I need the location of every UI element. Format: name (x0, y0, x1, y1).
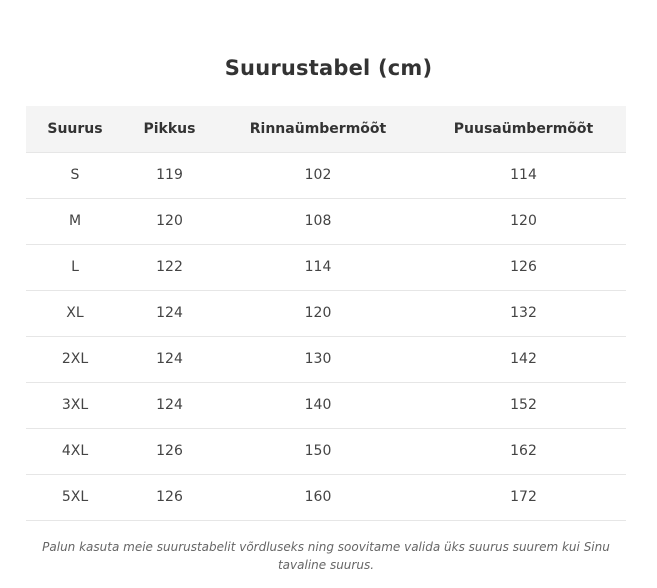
table-row (26, 336, 626, 382)
cell-hip: 132 (421, 290, 626, 336)
size-advice-note: Palun kasuta meie suurustabelit võrdluseks ning soovitame valida üks suurus suurem kui Sinu tavaline suurus. (42, 540, 610, 572)
cell-hip: 142 (421, 336, 626, 382)
cell-length: 124 (124, 336, 215, 382)
cell-chest: 140 (215, 382, 421, 428)
table-row (26, 198, 626, 244)
cell-chest: 114 (215, 244, 421, 290)
cell-chest: 102 (215, 152, 421, 198)
cell-chest: 160 (215, 474, 421, 520)
cell-length: 122 (124, 244, 215, 290)
header-hip: Puusaümbermõõt (421, 106, 626, 152)
cell-chest: 120 (215, 290, 421, 336)
header-row (26, 106, 626, 152)
cell-size: 2XL (26, 336, 124, 382)
table-header (26, 106, 626, 152)
cell-length: 124 (124, 382, 215, 428)
table-body (26, 152, 626, 520)
cell-length: 119 (124, 152, 215, 198)
cell-chest: 108 (215, 198, 421, 244)
cell-hip: 162 (421, 428, 626, 474)
cell-size: 4XL (26, 428, 124, 474)
table-row (26, 290, 626, 336)
cell-hip: 152 (421, 382, 626, 428)
table-row (26, 152, 626, 198)
header-length: Pikkus (124, 106, 215, 152)
header-chest: Rinnaümbermõõt (215, 106, 421, 152)
cell-length: 126 (124, 474, 215, 520)
cell-hip: 120 (421, 198, 626, 244)
cell-size: 3XL (26, 382, 124, 428)
table-row (26, 474, 626, 520)
cell-size: M (26, 198, 124, 244)
cell-size: S (26, 152, 124, 198)
cell-length: 126 (124, 428, 215, 474)
page-title: Suurustabel (cm) (224, 56, 433, 80)
cell-chest: 130 (215, 336, 421, 382)
cell-hip: 172 (421, 474, 626, 520)
cell-chest: 150 (215, 428, 421, 474)
table-row (26, 244, 626, 290)
header-size: Suurus (26, 106, 124, 152)
cell-length: 120 (124, 198, 215, 244)
cell-size: 5XL (26, 474, 124, 520)
cell-length: 124 (124, 290, 215, 336)
cell-hip: 114 (421, 152, 626, 198)
cell-size: XL (26, 290, 124, 336)
table-row (26, 428, 626, 474)
cell-hip: 126 (421, 244, 626, 290)
size-chart-table (26, 106, 626, 521)
cell-size: L (26, 244, 124, 290)
table-row (26, 382, 626, 428)
